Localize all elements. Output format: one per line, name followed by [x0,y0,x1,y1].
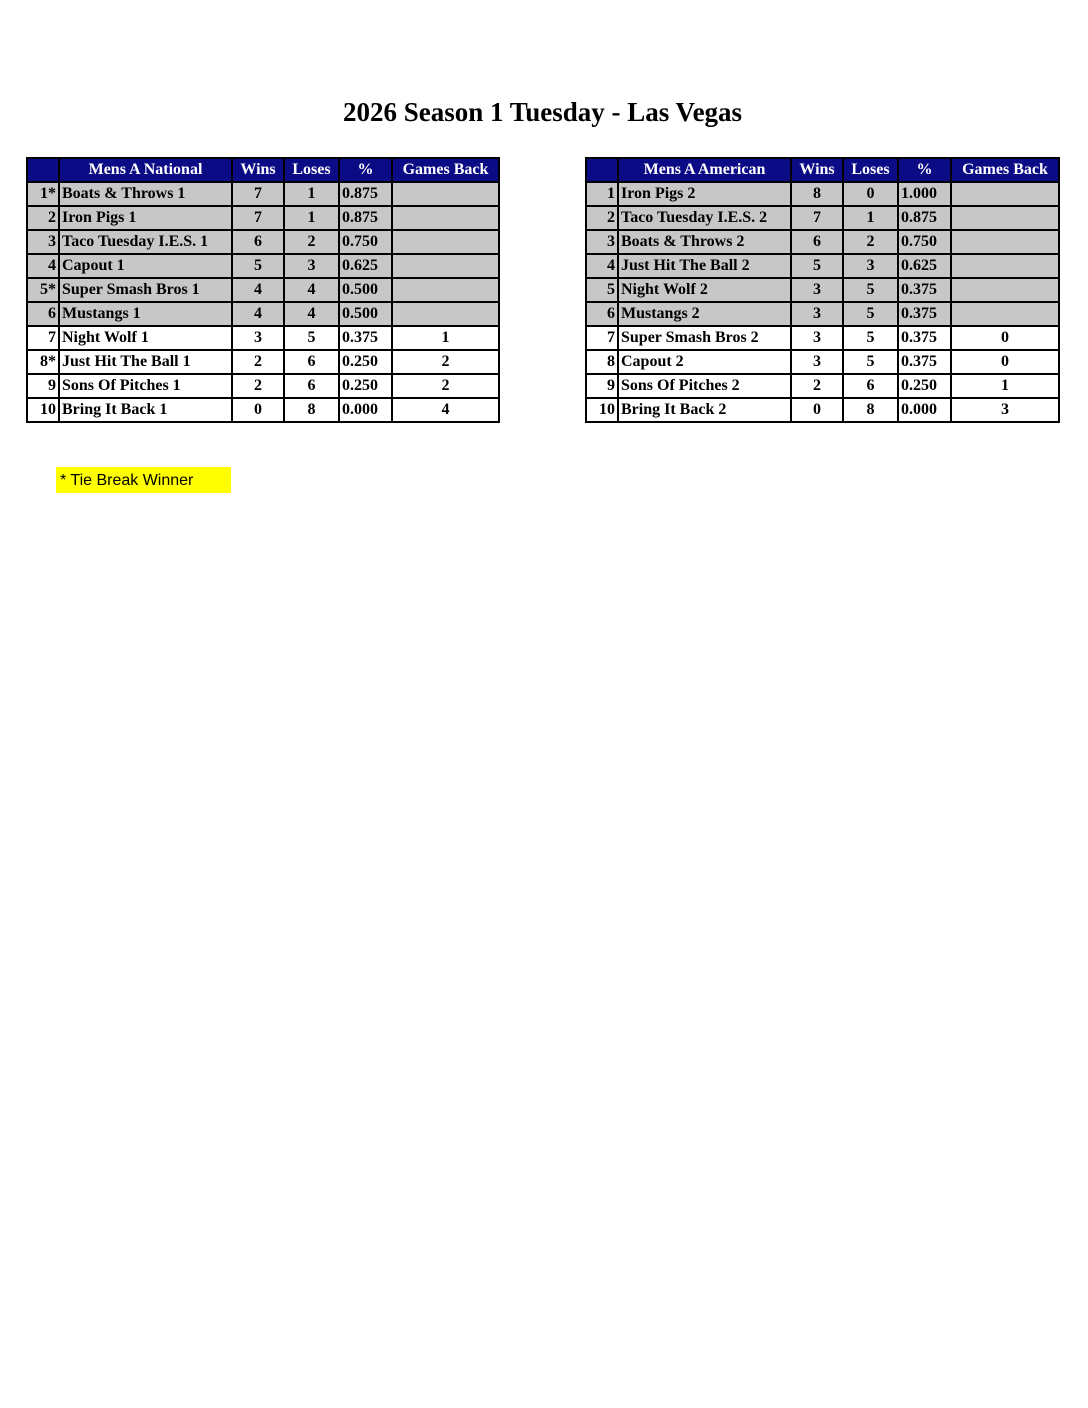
wins-cell: 3 [791,326,843,350]
team-name-cell: Bring It Back 2 [618,398,791,422]
rank-cell: 2 [27,206,59,230]
games-back-cell [951,254,1059,278]
games-back-cell [951,278,1059,302]
loses-cell: 5 [843,278,898,302]
loses-cell: 8 [843,398,898,422]
team-name-cell: Iron Pigs 2 [618,182,791,206]
loses-cell: 2 [284,230,339,254]
pct-cell: 0.625 [898,254,951,278]
loses-cell: 3 [284,254,339,278]
team-name-cell: Boats & Throws 1 [59,182,232,206]
division-header: Mens A American [618,158,791,182]
table-row [27,398,499,422]
wins-cell: 3 [791,350,843,374]
wins-cell: 2 [232,374,284,398]
table-row [586,374,1059,398]
rank-cell: 1 [586,182,618,206]
pct-cell: 0.875 [339,206,392,230]
rank-cell: 10 [27,398,59,422]
rank-cell: 6 [586,302,618,326]
table-row [27,350,499,374]
loses-cell: 5 [843,350,898,374]
division-header: Mens A National [59,158,232,182]
pct-cell: 0.750 [898,230,951,254]
wins-cell: 4 [232,278,284,302]
loses-cell: 1 [843,206,898,230]
wins-cell: 3 [232,326,284,350]
team-name-cell: Mustangs 1 [59,302,232,326]
pct-cell: 0.875 [898,206,951,230]
team-name-cell: Super Smash Bros 2 [618,326,791,350]
rank-cell: 8 [586,350,618,374]
team-name-cell: Bring It Back 1 [59,398,232,422]
games-back-cell: 3 [951,398,1059,422]
team-name-cell: Capout 2 [618,350,791,374]
games-back-cell [951,230,1059,254]
table-row [586,230,1059,254]
table-row [586,278,1059,302]
table-row [586,398,1059,422]
standings-table-american [585,157,1060,423]
rank-cell: 8* [27,350,59,374]
table-row [586,182,1059,206]
games-back-cell [392,206,499,230]
rank-cell: 2 [586,206,618,230]
team-name-cell: Just Hit The Ball 1 [59,350,232,374]
table-header-row [27,158,499,182]
team-name-cell: Sons Of Pitches 1 [59,374,232,398]
team-name-cell: Night Wolf 1 [59,326,232,350]
table-row [586,206,1059,230]
pct-cell: 0.250 [339,350,392,374]
loses-header: Loses [843,158,898,182]
table-row [27,326,499,350]
loses-cell: 1 [284,206,339,230]
pct-cell: 0.375 [339,326,392,350]
games-back-cell: 2 [392,350,499,374]
rank-cell: 5 [586,278,618,302]
rank-cell: 9 [27,374,59,398]
team-name-cell: Sons Of Pitches 2 [618,374,791,398]
table-row [586,254,1059,278]
loses-cell: 0 [843,182,898,206]
rank-cell: 7 [27,326,59,350]
wins-cell: 0 [791,398,843,422]
pct-cell: 0.250 [898,374,951,398]
rank-cell: 4 [27,254,59,278]
table-row [586,350,1059,374]
games-back-cell [392,278,499,302]
table-header-row [586,158,1059,182]
table-row [27,182,499,206]
wins-cell: 7 [232,182,284,206]
pct-cell: 0.000 [339,398,392,422]
pct-cell: 0.375 [898,326,951,350]
team-name-cell: Taco Tuesday I.E.S. 2 [618,206,791,230]
page-title: 2026 Season 1 Tuesday - Las Vegas [342,97,743,127]
team-name-cell: Mustangs 2 [618,302,791,326]
pct-cell: 1.000 [898,182,951,206]
games-back-cell [392,302,499,326]
team-name-cell: Boats & Throws 2 [618,230,791,254]
loses-cell: 5 [843,326,898,350]
table-row [27,374,499,398]
loses-header: Loses [284,158,339,182]
loses-cell: 5 [284,326,339,350]
loses-cell: 6 [284,374,339,398]
rank-cell: 3 [27,230,59,254]
games-back-cell: 4 [392,398,499,422]
games-back-cell: 1 [392,326,499,350]
pct-cell: 0.250 [339,374,392,398]
wins-header: Wins [791,158,843,182]
wins-cell: 2 [232,350,284,374]
rank-header [586,158,618,182]
rank-cell: 1* [27,182,59,206]
team-name-cell: Just Hit The Ball 2 [618,254,791,278]
team-name-cell: Night Wolf 2 [618,278,791,302]
rank-cell: 5* [27,278,59,302]
wins-cell: 3 [791,278,843,302]
pct-cell: 0.375 [898,278,951,302]
loses-cell: 6 [843,374,898,398]
wins-cell: 8 [791,182,843,206]
wins-cell: 7 [232,206,284,230]
games-back-cell [392,254,499,278]
pct-header: % [898,158,951,182]
wins-cell: 4 [232,302,284,326]
games-back-cell: 0 [951,326,1059,350]
table-row [27,230,499,254]
table-row [27,278,499,302]
loses-cell: 1 [284,182,339,206]
rank-cell: 3 [586,230,618,254]
table-row [586,326,1059,350]
games-back-header: Games Back [392,158,499,182]
team-name-cell: Super Smash Bros 1 [59,278,232,302]
loses-cell: 4 [284,278,339,302]
table-row [27,206,499,230]
games-back-cell: 0 [951,350,1059,374]
loses-cell: 4 [284,302,339,326]
pct-cell: 0.750 [339,230,392,254]
wins-header: Wins [232,158,284,182]
pct-cell: 0.875 [339,182,392,206]
tie-break-legend: * Tie Break Winner [56,467,231,493]
pct-cell: 0.375 [898,302,951,326]
team-name-cell: Iron Pigs 1 [59,206,232,230]
games-back-cell [951,206,1059,230]
wins-cell: 2 [791,374,843,398]
pct-cell: 0.500 [339,302,392,326]
wins-cell: 6 [232,230,284,254]
team-name-cell: Taco Tuesday I.E.S. 1 [59,230,232,254]
standings-table-national [26,157,500,423]
wins-cell: 5 [232,254,284,278]
table-row [27,254,499,278]
rank-cell: 6 [27,302,59,326]
wins-cell: 7 [791,206,843,230]
team-name-cell: Capout 1 [59,254,232,278]
table-row [586,302,1059,326]
loses-cell: 5 [843,302,898,326]
pct-cell: 0.625 [339,254,392,278]
rank-header [27,158,59,182]
wins-cell: 6 [791,230,843,254]
rank-cell: 9 [586,374,618,398]
loses-cell: 3 [843,254,898,278]
rank-cell: 4 [586,254,618,278]
games-back-cell [951,182,1059,206]
games-back-cell [951,302,1059,326]
games-back-cell [392,182,499,206]
wins-cell: 3 [791,302,843,326]
games-back-cell: 1 [951,374,1059,398]
loses-cell: 8 [284,398,339,422]
rank-cell: 10 [586,398,618,422]
pct-cell: 0.375 [898,350,951,374]
loses-cell: 2 [843,230,898,254]
table-row [27,302,499,326]
wins-cell: 0 [232,398,284,422]
games-back-header: Games Back [951,158,1059,182]
wins-cell: 5 [791,254,843,278]
pct-cell: 0.500 [339,278,392,302]
games-back-cell [392,230,499,254]
pct-cell: 0.000 [898,398,951,422]
games-back-cell: 2 [392,374,499,398]
loses-cell: 6 [284,350,339,374]
rank-cell: 7 [586,326,618,350]
pct-header: % [339,158,392,182]
